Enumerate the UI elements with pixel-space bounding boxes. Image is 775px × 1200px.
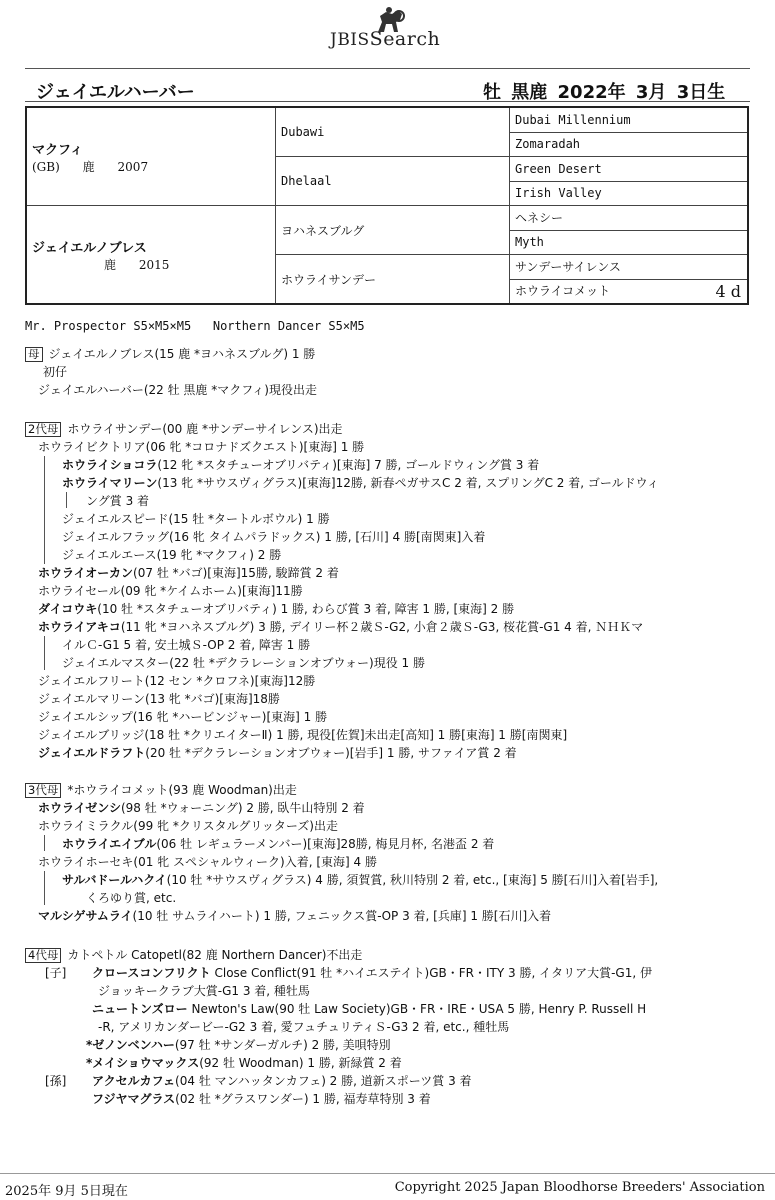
gen4-line: ニュートンズロー Newton's Law(90 牡 Law Society)GB・FR・IRE・USA 5 勝, Henry P. Russell H [92, 1002, 647, 1016]
sire-info: (GB) 鹿 2007 [32, 159, 149, 174]
tree-line [44, 835, 45, 851]
dam-info: 鹿 2015 [104, 257, 170, 272]
gen2-line: ング賞 3 着 [86, 494, 150, 508]
pedigree-gen3-2[interactable]: Zomaradah [510, 132, 749, 157]
gen3-tag: 3代母 [25, 783, 61, 798]
gen2-line: ホウライオーカン(07 牡 *バゴ)[東海]15勝, 駿蹄賞 2 着 [38, 566, 339, 580]
pedigree-gen3-1[interactable]: Dubai Millennium [510, 107, 749, 132]
pedigree-dam-dam[interactable]: ホウライサンデー [276, 255, 510, 305]
pedigree-gen3-3[interactable]: Green Desert [510, 157, 749, 182]
gen2-line: ジェイエルエース(19 牝 *マクフィ) 2 勝 [62, 548, 282, 562]
pedigree-gen3-4[interactable]: Irish Valley [510, 181, 749, 206]
gen3-line: ホウライホーセキ(01 牝 スペシャルウィーク)入着, [東海] 4 勝 [38, 855, 377, 869]
dam-line-2: 初仔 [43, 365, 68, 379]
gen3-line: ホウライミラクル(99 牝 *クリスタルグリッターズ)出走 [38, 819, 338, 833]
gen2-line: ジェイエルマスター(22 牡 *デクラレーションオブウォー)現役 1 勝 [62, 656, 426, 670]
gen2-line: ホウライビクトリア(06 牝 *コロナドズクエスト)[東海] 1 勝 [38, 440, 365, 454]
dosage-label: 4 d [715, 281, 741, 301]
gen4-grand-tag: [孫] [45, 1074, 67, 1088]
gen4-line: ジョッキークラブ大賞-G1 3 着, 種牡馬 [98, 984, 310, 998]
gen4-head: 4代母 カトペトル Catopetl(82 鹿 Northern Dancer)不出走 [25, 946, 362, 964]
gen2-head: 2代母 ホウライサンデー(00 鹿 *サンデーサイレンス)出走 [25, 420, 343, 438]
gen2-line: ホウライショコラ(12 牝 *スタチューオブリバティ)[東海] 7 勝, ゴールドウィング賞 3 着 [62, 458, 540, 472]
gen2-line: ジェイエルフラッグ(16 牝 タイムパラドックス) 1 勝, [石川] 4 勝[南関東]入着 [62, 530, 486, 544]
pedigree-sire[interactable] [26, 107, 276, 206]
gen2-line: ジェイエルマリーン(13 牝 *バゴ)[東海]18勝 [38, 692, 280, 706]
gen3-line: ホウライゼンシ(98 牡 *ウォーニング) 2 勝, 臥牛山特別 2 着 [38, 801, 365, 815]
footer-copyright: Copyright 2025 Japan Bloodhorse Breeders' Association [394, 1180, 765, 1195]
gen2-line: ジェイエルスピード(15 牡 *タートルボウル) 1 勝 [62, 512, 330, 526]
sire-name[interactable]: マクフィ [32, 142, 83, 158]
pedigree-dam[interactable] [26, 206, 276, 305]
gen4-line: *メイショウマックス(92 牡 Woodman) 1 勝, 新緑賞 2 着 [86, 1056, 402, 1070]
inbreeding-line: Mr. Prospector S5×M5×M5 Northern Dancer S5×M5 [25, 319, 365, 333]
horse-name: ジェイエルハーバー [36, 82, 195, 103]
gen4-line: アクセルカフェ(04 牡 マンハッタンカフェ) 2 勝, 道新スポーツ賞 3 着 [92, 1074, 472, 1088]
gen2-line: ジェイエルシップ(16 牝 *ハービンジャー)[東海] 1 勝 [38, 710, 328, 724]
gen4-tag: 4代母 [25, 948, 61, 963]
footer-divider [0, 1173, 775, 1174]
gen3-line: サルバドールハクイ(10 牡 *サウスヴィグラス) 4 勝, 須賀賞, 秋川特別 2 着, etc., [東海] 5 勝[石川]入着[岩手], [62, 873, 659, 887]
gen3-line: マルシゲサムライ(10 牡 サムライハート) 1 勝, フェニックス賞-OP 3 着, [兵庫] 1 勝[石川]入着 [38, 909, 552, 923]
pedigree-gen3-6[interactable]: Myth [510, 230, 749, 255]
jbis-logo[interactable] [330, 6, 460, 52]
gen2-line: ダイコウキ(10 牡 *スタチューオブリバティ) 1 勝, わらび賞 3 着, 障害 1 勝, [東海] 2 勝 [38, 602, 515, 616]
horse-meta: 牡 黒鹿 2022年 3月 3日生 [483, 82, 726, 103]
gen4-child-tag: [子] [45, 966, 67, 980]
gen2-line: ホウライセール(09 牝 *ケイムホーム)[東海]11勝 [38, 584, 303, 598]
dam-tag: 母 [25, 347, 43, 362]
pedigree-gen3-7[interactable]: サンデーサイレンス [510, 255, 749, 280]
pedigree-sire-dam[interactable]: Dhelaal [276, 157, 510, 206]
logo-text: JBISSearch [330, 28, 441, 50]
dam-line-1: 母 ジェイエルノブレス(15 鹿 *ヨハネスブルグ) 1 勝 [25, 345, 315, 363]
gen2-line: ホウライマリーン(13 牝 *サウスヴィグラス)[東海]12勝, 新春ペガサスC 2 着, スプリングC 2 着, ゴールドウィ [62, 476, 659, 490]
pedigree-gen3-5[interactable]: ヘネシー [510, 206, 749, 231]
dam-name[interactable]: ジェイエルノブレス [32, 240, 147, 256]
gen4-line: -R, アメリカンダービー-G2 3 着, 愛フュチュリティＳ-G3 2 着, etc., 種牡馬 [98, 1020, 510, 1034]
gen2-line: ジェイエルドラフト(20 牡 *デクラレーションオブウォー)[岩手] 1 勝, サファイア賞 2 着 [38, 746, 517, 760]
gen4-line: *ゼノンベンハー(97 牡 *サンダーガルチ) 2 勝, 美唄特別 [86, 1038, 391, 1052]
pedigree-gen3-8[interactable] [510, 279, 749, 304]
dam-line-3: ジェイエルハーバー(22 牡 黒鹿 *マクフィ)現役出走 [38, 383, 317, 397]
gen2-line: ホウライアキコ(11 牝 *ヨハネスブルグ) 3 勝, デイリー杯２歳Ｓ-G2, 小倉２歳Ｓ-G3, 桜花賞-G1 4 着, ＮＨＫマ [38, 620, 644, 634]
gen2-line: ジェイエルブリッジ(18 牡 *クリエイターⅡ) 1 勝, 現役[佐賀]未出走[高知] 1 勝[東海] 1 勝[南関東] [38, 728, 568, 742]
gen2-tag: 2代母 [25, 422, 61, 437]
gen4-line: フジヤマグラス(02 牡 *グラスワンダー) 1 勝, 福寿草特別 3 着 [92, 1092, 431, 1106]
gen3-line: ホウライエイブル(06 牡 レギュラーメンバー)[東海]28勝, 梅見月杯, 名港盃 2 着 [62, 837, 495, 851]
header-divider-top [25, 68, 750, 69]
gen2-line: ジェイエルフリート(12 セン *クロフネ)[東海]12勝 [38, 674, 316, 688]
pedigree-sire-sire[interactable]: Dubawi [276, 107, 510, 157]
gen3-head: 3代母 *ホウライコメット(93 鹿 Woodman)出走 [25, 781, 297, 799]
pedigree-dam-sire[interactable]: ヨハネスブルグ [276, 206, 510, 255]
tree-line [44, 871, 45, 905]
gen3-line: くろゆり賞, etc. [86, 891, 177, 905]
tree-line [44, 636, 45, 670]
gen4-line: クロースコンフリクト Close Conflict(91 牡 *ハイエステイト)GB・FR・ITY 3 勝, イタリア大賞-G1, 伊 [92, 966, 652, 980]
footer-date: 2025年 9月 5日現在 [5, 1184, 128, 1199]
pedigree-table [25, 106, 749, 305]
tree-line [66, 492, 67, 508]
gen2-line: イルＣ-G1 5 着, 安土城Ｓ-OP 2 着, 障害 1 勝 [62, 638, 311, 652]
tree-line [44, 456, 45, 564]
pedigree-gen3-8-name[interactable]: ホウライコメット [515, 283, 611, 298]
